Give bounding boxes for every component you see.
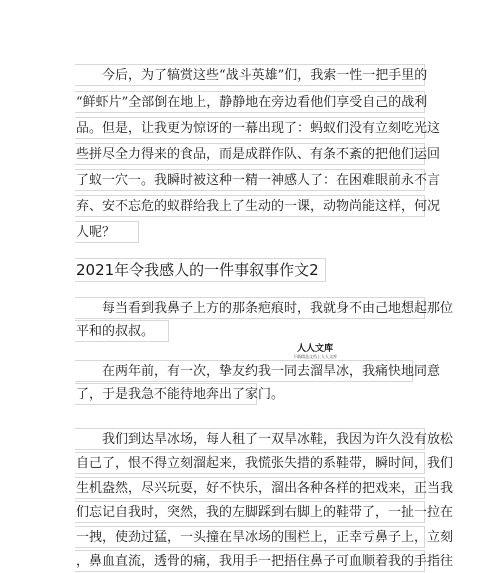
text-line: 了蚁一穴一。我瞬时被这种一精一神感人了：在困难眼前永不言 — [75, 169, 425, 191]
text-line: 我们到达旱冰场，每人租了一双旱冰鞋，我因为许久没有放松 — [75, 428, 425, 450]
logo-tagline: 下载精品文档上人人文库 — [293, 354, 337, 359]
text-line: 生机盎然，尽兴玩耍，好不快乐，溜出各种各样的把戏来，正当我 — [75, 477, 425, 499]
text-line: 在两年前，有一次，挚友约我一同去溜旱冰，我痛快地同意 — [75, 360, 413, 382]
text-line: 今后，为了犒赏这些“战斗英雄”们，我索一性一把手里的 — [75, 64, 425, 86]
text-line: “鲜虾片”全部倒在地上，静静地在旁边看他们享受自己的战利 — [75, 91, 425, 113]
text-line: ，鼻血直流，透骨的痛，我用手一把捂住鼻子可血顺着我的手指往 — [75, 550, 425, 572]
text-line: 弃、安不忘危的蚁群给我上了生动的一课，动物尚能这样，何况 — [75, 195, 425, 217]
text-line: 些拼尽全力得来的食品，而是成群作队、有条不紊的把他们运回 — [75, 143, 425, 165]
logo-name: 人人文库 — [296, 344, 333, 354]
text-line: 品。但是，让我更为惊讶的一幕出现了：蚂蚁们没有立刻吃光这 — [75, 117, 425, 139]
text-line: 了，于是我急不能待地奔出了家门。 — [75, 383, 257, 405]
text-line: 自己了，恨不得立刻溜起来，我慌张失措的系鞋带，瞬时间，我们 — [75, 452, 425, 474]
text-line: 一拽，使劲过猛，一头撞在旱冰场的围栏上，正幸亏鼻子上，立刻 — [75, 526, 425, 548]
section-heading: 2021年令我感人的一件事叙事作文2 — [75, 258, 326, 282]
text-line: 每当看到我鼻子上方的那条疤痕时，我就身不由己地想起那位 — [75, 297, 425, 319]
site-logo — [290, 344, 340, 359]
text-line: 们忘记自我时，突然，我的左脚踩到右脚上的鞋带了，一扯一拉在 — [75, 501, 425, 523]
text-line: 平和的叔叔。 — [75, 320, 169, 342]
text-line: 人呢？ — [75, 221, 139, 243]
